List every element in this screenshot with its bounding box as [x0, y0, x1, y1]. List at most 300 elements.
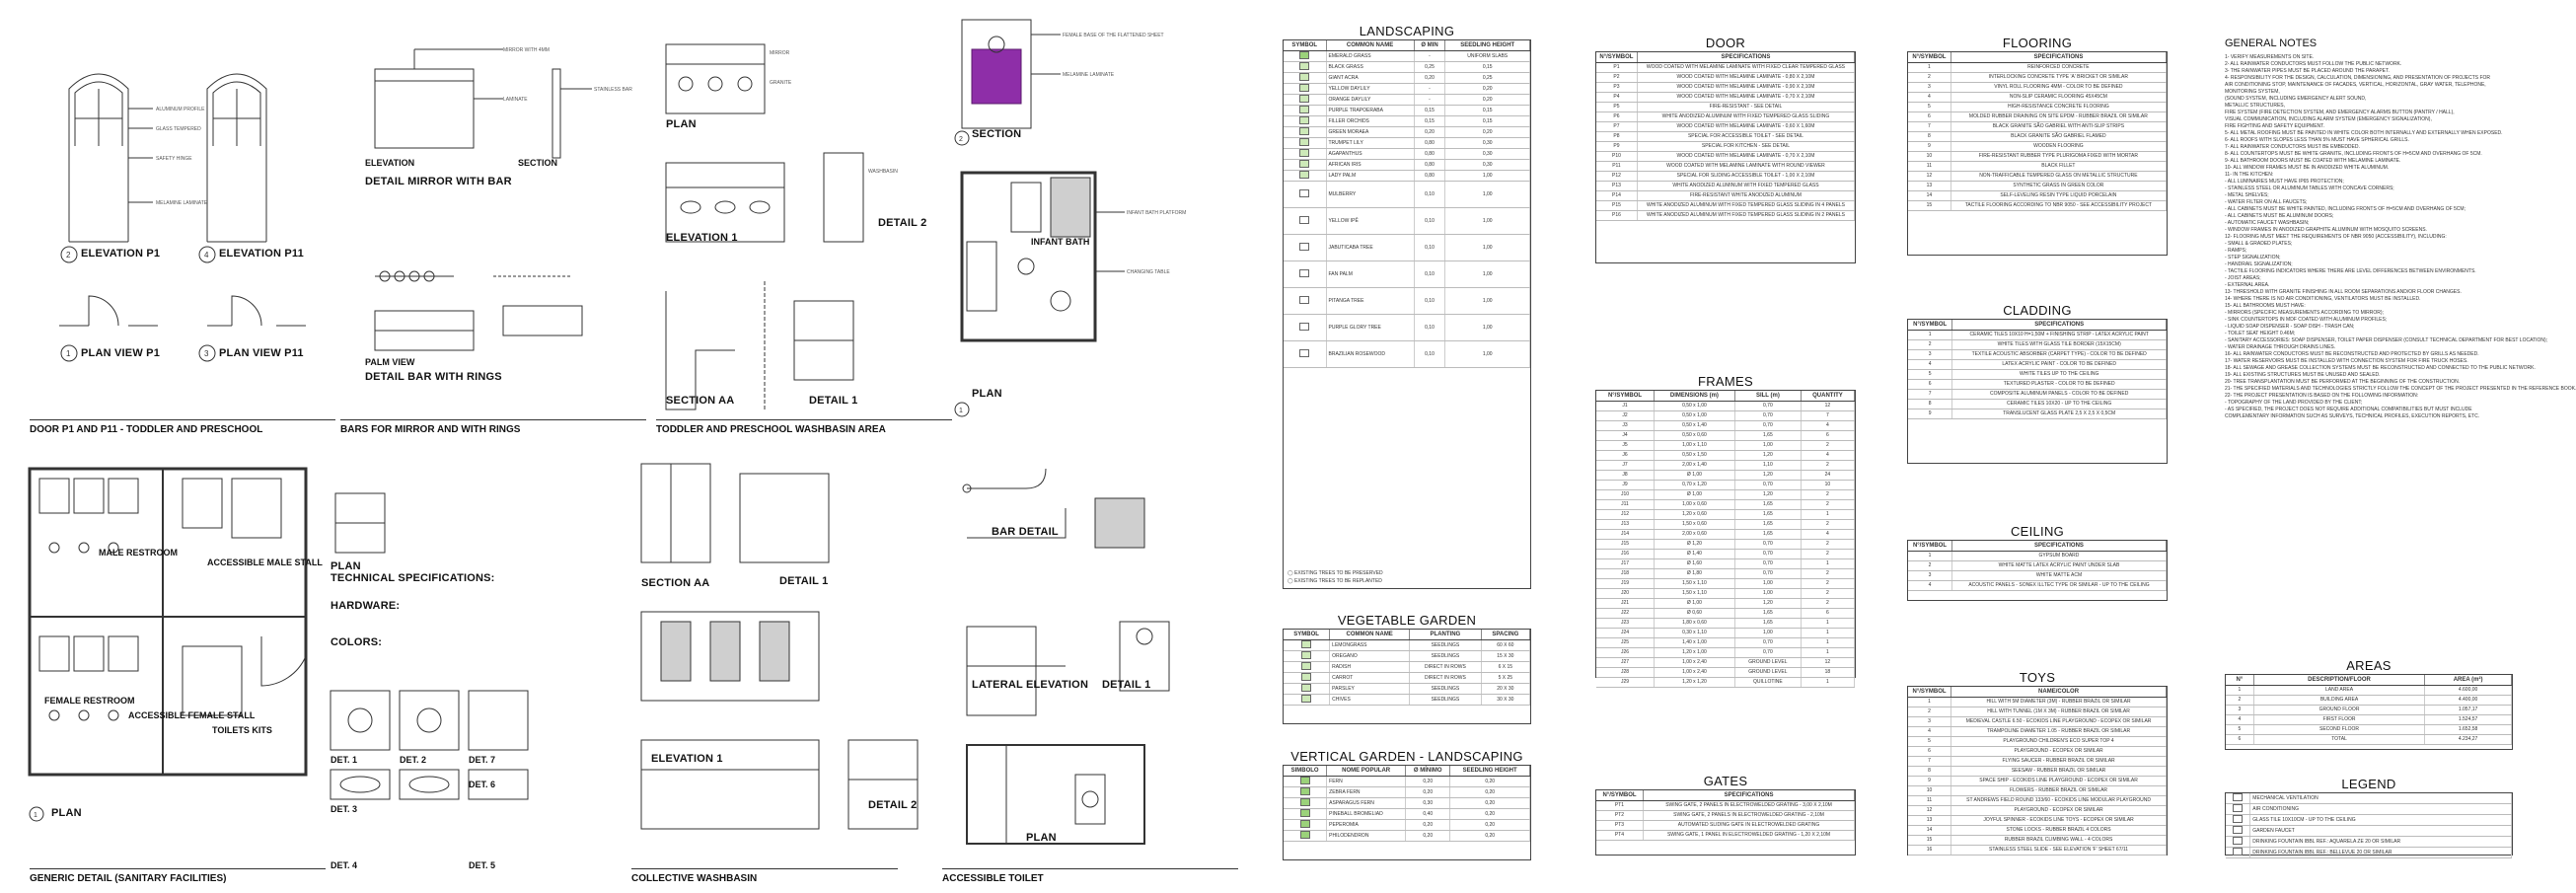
title-det-3: DET. 3: [331, 804, 358, 814]
table-cell: 1,65: [1734, 609, 1801, 619]
table-cell: GROUND LEVEL: [1734, 668, 1801, 678]
table-cell: 6 X 15: [1481, 662, 1529, 673]
symbol-swatch: [1299, 323, 1309, 331]
title-elevation: ELEVATION: [365, 158, 415, 168]
toys-title: TOYS: [2019, 670, 2056, 685]
table-row: [1908, 707, 2167, 717]
general-notes-list: [2225, 54, 2576, 602]
symbol-swatch: [1301, 695, 1311, 703]
flooring-title: FLOORING: [2002, 36, 2073, 50]
table-cell: CHIVES: [1330, 695, 1410, 706]
table-cell: 1,80 x 0,60: [1654, 619, 1734, 629]
table-cell: J28: [1596, 668, 1654, 678]
table-row: [1596, 63, 1855, 73]
table-row: [1596, 629, 1855, 638]
table-cell: 0,10: [1414, 235, 1445, 261]
table-cell: 1: [1908, 698, 1951, 707]
table-cell: NON-SLIP CERAMIC FLOORING 45X45CM: [1950, 93, 2166, 103]
symbol-cell: [1284, 809, 1327, 820]
symbol-swatch: [1301, 651, 1311, 659]
table-cell: 0,20: [1445, 84, 1530, 95]
table-cell: J26: [1596, 648, 1654, 658]
table-cell: 1,65: [1734, 619, 1801, 629]
table-cell: 0,30: [1445, 149, 1530, 160]
table-cell: 5: [2226, 725, 2253, 735]
table-row: [1908, 112, 2167, 122]
table-cell: 1,50 x 1,10: [1654, 579, 1734, 589]
table-cell: 30 X 30: [1481, 695, 1529, 706]
sheet-title-collective: COLLECTIVE WASHBASIN: [631, 873, 758, 884]
table-cell: 1,65: [1734, 510, 1801, 520]
note-line: 22- THE PROJECT PRESENTATION IS BASED ON THE FOLLOWING INFORMATION:: [2225, 393, 2419, 399]
column-header: N°/SYMBOL: [1596, 391, 1654, 402]
table-cell: HIGH-RESISTANCE CONCRETE FLOORING: [1950, 103, 2166, 112]
symbol-swatch: [1299, 84, 1309, 92]
table-cell: 4: [2226, 715, 2253, 725]
table-cell: Ø 1,80: [1654, 569, 1734, 579]
table-row: [1908, 717, 2167, 727]
table-cell: BUILDING AREA: [2253, 696, 2424, 706]
table-row: [1908, 360, 2167, 370]
note-line: 9- ALL BATHROOM DOORS MUST BE COATED WITH MELAMINE LAMINATE.: [2225, 158, 2401, 164]
table-cell: TRUMPET LILY: [1326, 138, 1414, 149]
vegetable-garden-title: VEGETABLE GARDEN: [1337, 613, 1477, 628]
note-line: 18- ALL SEWAGE AND GREASE COLLECTION SYSTEMS MUST BE RECONSTRUCTED AND CONNECTED TO THE PUBLIC NETWORK.: [2225, 365, 2536, 371]
table-row: [1284, 160, 1530, 171]
symbol-cell: [1284, 261, 1326, 288]
table-cell: 1,00 x 2,40: [1654, 658, 1734, 668]
table-cell: 0,40: [1406, 809, 1450, 820]
table-cell: PT3: [1596, 821, 1644, 831]
table-cell: 0,30: [1406, 798, 1450, 809]
table-cell: GREEN MORAEA: [1326, 127, 1414, 138]
table-cell: J14: [1596, 530, 1654, 540]
table-row: [2226, 826, 2512, 837]
svg-text:GRANITE: GRANITE: [770, 80, 792, 86]
title-accessible-plan-2: PLAN: [1026, 832, 1057, 844]
table-cell: 24: [1801, 471, 1854, 481]
table-cell: ORANGE DAYLILY: [1326, 95, 1414, 106]
table-cell: 1,00: [1445, 288, 1530, 315]
table-row: [1908, 552, 2167, 561]
table-row: [1908, 561, 2167, 571]
table-cell: 15: [1908, 836, 1951, 846]
table-cell: 1,00: [1734, 441, 1801, 451]
svg-text:CHANGING TABLE: CHANGING TABLE: [1127, 269, 1170, 275]
note-line: METALLIC STRUCTURES,: [2225, 103, 2286, 109]
table-cell: MULBERRY: [1326, 182, 1414, 208]
table-row: [2226, 696, 2512, 706]
table-cell: P11: [1596, 162, 1637, 172]
accessible-toilet-details: [947, 449, 1273, 854]
table-cell: 6: [2226, 735, 2253, 745]
landscaping-title: LANDSCAPING: [1359, 24, 1455, 38]
table-cell: BLACK GRASS: [1326, 62, 1414, 73]
table-cell: 11: [1908, 162, 1950, 172]
table-cell: 0,70: [1734, 411, 1801, 421]
column-header: SEEDLING HEIGHT: [1450, 766, 1530, 777]
table-row: [1284, 831, 1530, 842]
column-header: PLANTING: [1410, 630, 1481, 640]
symbol-swatch: [1299, 138, 1309, 146]
table-cell: 1,00: [1734, 589, 1801, 599]
table-row: [1596, 421, 1855, 431]
note-line: - METAL SHELVES;: [2225, 192, 2269, 198]
table-cell: 1.524,57: [2425, 715, 2512, 725]
table-row: [2226, 735, 2512, 745]
table-row: [1596, 93, 1855, 103]
symbol-swatch: [1300, 809, 1310, 817]
table-cell: 10: [1801, 481, 1854, 490]
table-cell: FILLER ORCHIDS: [1326, 116, 1414, 127]
table-cell: 9: [1908, 777, 1951, 786]
table-row: [1908, 132, 2167, 142]
table-row: [1596, 471, 1855, 481]
table-cell: 4.234,27: [2425, 735, 2512, 745]
title-elevation-p11: ELEVATION P11: [219, 248, 304, 260]
table-row: [1284, 171, 1530, 182]
table-row: [1284, 673, 1530, 684]
table-row: [2226, 837, 2512, 848]
table-cell: AIR CONDITIONING: [2250, 804, 2512, 815]
table-row: [1596, 609, 1855, 619]
symbol-cell: [1284, 182, 1326, 208]
table-cell: 1,00: [1734, 579, 1801, 589]
note-line: - STEP SIGNALIZATION;: [2225, 255, 2281, 260]
table-cell: 8: [1908, 132, 1950, 142]
table-row: [1908, 331, 2167, 340]
table-cell: GLASS TILE 10X10CM - UP TO THE CEILING: [2250, 815, 2512, 826]
note-line: - LIQUID SOAP DISPENSER - SOAP DISH - TRASH CAN;: [2225, 324, 2355, 330]
table-cell: 11: [1908, 796, 1951, 806]
frames-title: FRAMES: [1698, 374, 1753, 389]
column-header: QUANTITY: [1801, 391, 1854, 402]
note-line: 16- ALL RAINWATER CONDUCTORS MUST BE RECONSTRUCTED AND PROTECTED BY GRILLS AS NEEDED.: [2225, 351, 2479, 357]
accessible-toilet-top: [952, 15, 1278, 429]
title-det-6: DET. 6: [469, 780, 496, 789]
title-accessible-detail-1: DETAIL 1: [1102, 679, 1151, 691]
title-section: SECTION: [518, 158, 558, 168]
symbol-cell: [1284, 62, 1326, 73]
svg-text:MELAMINE LAMINATE: MELAMINE LAMINATE: [1063, 72, 1115, 78]
table-cell: 12: [1801, 658, 1854, 668]
table-cell: 1,00: [1445, 341, 1530, 368]
table-cell: 6: [1908, 112, 1950, 122]
sheet-title-generic: GENERIC DETAIL (SANITARY FACILITIES): [30, 873, 227, 884]
table-cell: 7: [1908, 390, 1952, 400]
title-collective-section-aa: SECTION AA: [641, 577, 710, 589]
table-cell: MOLDED RUBBER DRAINING ON SITE EPDM - RUBBER BRAZIL OR SIMILAR: [1950, 112, 2166, 122]
table-cell: 7: [1908, 757, 1951, 767]
table-cell: P3: [1596, 83, 1637, 93]
note-line: 3- THE RAINWATER PIPES MUST BE PLACED AROUND THE PARAPET.: [2225, 68, 2390, 74]
table-row: [2226, 706, 2512, 715]
table-cell: 15 X 30: [1481, 651, 1529, 662]
table-cell: OREGANO: [1330, 651, 1410, 662]
cladding-table: [1907, 303, 2168, 464]
table-cell: AFRICAN IRIS: [1326, 160, 1414, 171]
table-row: [1908, 786, 2167, 796]
table-cell: WOODEN FLOORING: [1950, 142, 2166, 152]
table-cell: 0,70 x 1,20: [1654, 481, 1734, 490]
svg-text:MIRROR: MIRROR: [770, 50, 790, 56]
symbol-cell: [1284, 160, 1326, 171]
symbol-cell: [1284, 651, 1330, 662]
svg-text:2: 2: [959, 136, 963, 143]
table-cell: J4: [1596, 431, 1654, 441]
table-cell: 1,65: [1734, 431, 1801, 441]
table-cell: P6: [1596, 112, 1637, 122]
table-cell: WHITE MATTE LATEX ACRYLIC PAINT UNDER SLAB: [1951, 561, 2166, 571]
table-row: [1908, 172, 2167, 182]
table-cell: 0,20: [1406, 820, 1450, 831]
table-cell: 2,00 x 0,60: [1654, 530, 1734, 540]
table-cell: WHITE ANODIZED ALUMINUM WITH FIXED TEMPERED GLASS: [1637, 182, 1854, 191]
table-cell: 1,20: [1734, 490, 1801, 500]
title-washbasin-section-aa: SECTION AA: [666, 395, 735, 407]
table-cell: 12: [1908, 172, 1950, 182]
column-header: N°/SYMBOL: [1908, 52, 1950, 63]
table-row: [1908, 350, 2167, 360]
symbol-cell: [1284, 341, 1326, 368]
symbol-swatch: [1301, 662, 1311, 670]
table-cell: LAND AREA: [2253, 686, 2424, 696]
table-cell: YELLOW IPÊ: [1326, 208, 1414, 235]
table-row: [1284, 149, 1530, 160]
table-row: [1284, 288, 1530, 315]
symbol-swatch: [1300, 787, 1310, 795]
note-line: - WINDOW FRAMES IN ANODIZED GRAPHITE ALUMINUM WITH MOSQUITO SCREENS.: [2225, 227, 2427, 233]
table-row: [1596, 83, 1855, 93]
table-cell: SEEDLINGS: [1410, 684, 1481, 695]
table-cell: COMPOSITE ALUMINUM PANELS - COLOR TO BE DEFINED: [1952, 390, 2167, 400]
sheet-title-bars: BARS FOR MIRROR AND WITH RINGS: [340, 424, 521, 435]
column-header: N°: [2226, 675, 2253, 686]
title-bar-detail: BAR DETAIL: [992, 526, 1059, 538]
cladding-title: CLADDING: [2003, 303, 2072, 318]
table-cell: 2: [1908, 73, 1950, 83]
divider: [656, 419, 952, 420]
table-row: [1284, 777, 1530, 787]
table-cell: 0,20: [1450, 820, 1530, 831]
table-cell: 2: [1801, 490, 1854, 500]
table-cell: J7: [1596, 461, 1654, 471]
table-cell: 0,30 x 1,10: [1654, 629, 1734, 638]
door-table: [1595, 36, 1856, 263]
title-plan-view-p11: PLAN VIEW P11: [219, 347, 304, 359]
table-cell: TEXTILE ACOUSTIC ABSORBER (CARPET TYPE) - COLOR TO BE DEFINED: [1952, 350, 2167, 360]
table-cell: TRANSLUCENT GLASS PLATE 2,5 X 2,5 X 0,5CM: [1952, 409, 2167, 419]
note-line: - MIRRORS (SPECIFIC MEASUREMENTS ACCORDING TO MIRROR);: [2225, 310, 2384, 316]
symbol-swatch: [1300, 777, 1310, 784]
note-line: 15- ALL BATHROOMS MUST HAVE:: [2225, 303, 2306, 309]
symbol-swatch: [1299, 73, 1309, 81]
table-cell: J12: [1596, 510, 1654, 520]
symbol-swatch: [1299, 116, 1309, 124]
table-row: [1596, 451, 1855, 461]
title-hardware: HARDWARE:: [331, 600, 401, 612]
note-line: - ALL CABINETS MUST BE WHITE PAINTED, INCLUDING FRONTS OF H=5CM AND OVERHANG OF 5CM;: [2225, 206, 2466, 212]
table-cell: J1: [1596, 402, 1654, 411]
table-cell: RUBBER BRAZIL CLIMBING WALL - 4 COLORS: [1951, 836, 2167, 846]
legend-item: ◯ EXISTING TREES TO BE REPLANTED: [1288, 578, 1382, 584]
table-row: [1596, 648, 1855, 658]
table-cell: SPECIAL FOR SLIDING ACCESSIBLE TOILET - 1,00 X 2,10M: [1637, 172, 1854, 182]
table-cell: 1,20: [1734, 451, 1801, 461]
table-cell: 4: [1801, 530, 1854, 540]
title-technical-specs: TECHNICAL SPECIFICATIONS:: [331, 572, 495, 584]
table-row: [1596, 638, 1855, 648]
table-cell: 18: [1801, 668, 1854, 678]
table-cell: PEPEROMIA: [1327, 820, 1406, 831]
table-row: [2226, 848, 2512, 858]
table-cell: WHITE MATTE ACM: [1951, 571, 2166, 581]
table-cell: 10: [1908, 152, 1950, 162]
divider: [631, 868, 898, 869]
column-header: Ø MÍNIMO: [1406, 766, 1450, 777]
table-cell: 0,20: [1445, 127, 1530, 138]
table-cell: J18: [1596, 569, 1654, 579]
table-cell: 0,80: [1414, 149, 1445, 160]
table-cell: 1,00: [1445, 182, 1530, 208]
column-header: NAME/COLOR: [1951, 687, 2167, 698]
table-cell: 1,00 x 0,60: [1654, 500, 1734, 510]
note-line: - SANITARY ACCESSORIES: SOAP DISPENSER, TOILET PAPER DISPENSER (CONSULT TECHNICAL DEPARTMENT FOR BEST LOCATION);: [2225, 337, 2548, 343]
svg-text:3: 3: [204, 349, 209, 358]
table-cell: 1,65: [1734, 500, 1801, 510]
legend-item: ◯ EXISTING TREES TO BE PRESERVED: [1288, 570, 1383, 576]
note-line: 2- ALL RAINWATER CONDUCTORS MUST FOLLOW THE PUBLIC NETWORK.: [2225, 61, 2402, 67]
symbol-swatch: [2233, 837, 2243, 845]
table-row: [1596, 103, 1855, 112]
table-cell: PARSLEY: [1330, 684, 1410, 695]
table-cell: 1,00: [1445, 208, 1530, 235]
table-row: [1596, 191, 1855, 201]
svg-text:INFANT BATH PLATFORM: INFANT BATH PLATFORM: [1127, 210, 1187, 216]
table-cell: 0,10: [1414, 288, 1445, 315]
table-cell: 4.400,00: [2425, 696, 2512, 706]
note-line: FIRE FIGHTING AND SAFETY EQUIPMENT.: [2225, 123, 2325, 129]
table-cell: 2: [1801, 441, 1854, 451]
table-row: [1596, 411, 1855, 421]
table-cell: P1: [1596, 63, 1637, 73]
table-row: [1284, 798, 1530, 809]
note-line: - JOIST AREAS;: [2225, 275, 2261, 281]
table-cell: WOOD COATED WITH MELAMINE LAMINATE WITH FIXED CLEAR TEMPERED GLASS: [1637, 63, 1854, 73]
table-cell: J10: [1596, 490, 1654, 500]
symbol-cell: [2226, 837, 2250, 848]
symbol-swatch: [1300, 831, 1310, 839]
title-det-5: DET. 5: [469, 860, 496, 870]
table-cell: 2: [2226, 696, 2253, 706]
note-line: - WATER FILTER ON ALL FAUCETS;: [2225, 199, 2308, 205]
svg-text:SAFETY HINGE: SAFETY HINGE: [156, 156, 192, 162]
table-cell: 1,20: [1734, 599, 1801, 609]
title-collective-detail-2: DETAIL 2: [868, 799, 918, 811]
note-line: FIRE SYSTEM (FIRE DETECTION SYSTEM, AND EMERGENCY ALARMS BUTTON (PANTRY / HALL),: [2225, 110, 2455, 115]
table-cell: P10: [1596, 152, 1637, 162]
column-header: SPACING: [1481, 630, 1529, 640]
note-line: - ALL LUMINAIRES MUST HAVE IP65 PROTECTION;: [2225, 179, 2344, 185]
title-washbasin-detail-2: DETAIL 2: [878, 217, 927, 229]
table-cell: DIRECT IN ROWS: [1410, 662, 1481, 673]
table-cell: MEDIEVAL CASTLE 6.50 - ECOKIDS LINE PLAYGROUND - ECOPEX OR SIMILAR: [1951, 717, 2167, 727]
table-cell: 0,20: [1445, 95, 1530, 106]
note-line: 7- ALL RAINWATER CONDUCTORS MUST BE EMBEDDED.: [2225, 144, 2360, 150]
title-det-1: DET. 1: [331, 755, 358, 765]
table-cell: J11: [1596, 500, 1654, 510]
table-cell: J27: [1596, 658, 1654, 668]
table-row: [1908, 571, 2167, 581]
table-cell: 2: [1908, 707, 1951, 717]
table-row: [1596, 172, 1855, 182]
svg-text:MIRROR WITH 4MM: MIRROR WITH 4MM: [503, 47, 550, 53]
gates-table: [1595, 774, 1856, 856]
symbol-swatch: [1299, 160, 1309, 168]
note-line: 13- THRESHOLD WITH GRANITE FINISHING IN ALL ROOM SEPARATIONS AND/OR FLOOR CHANGES.: [2225, 289, 2462, 295]
table-row: [1908, 201, 2167, 211]
table-cell: HILL WITH 5M DIAMETER (3M) - RUBBER BRAZIL OR SIMILAR: [1951, 698, 2167, 707]
note-line: 14- WHERE THERE IS NO AIR CONDITIONING, VENTILATORS MUST BE INSTALLED.: [2225, 296, 2421, 302]
svg-text:STAINLESS BAR: STAINLESS BAR: [594, 87, 632, 93]
table-cell: STONE LOCKS - RUBBER BRAZIL 4 COLORS: [1951, 826, 2167, 836]
symbol-swatch: [1299, 95, 1309, 103]
table-cell: PLAYGROUND CHILDREN'S ECO SUPER TOP 4: [1951, 737, 2167, 747]
table-row: [2226, 815, 2512, 826]
note-line: - ALL CABINETS MUST BE ALUMINUM DOORS;: [2225, 213, 2334, 219]
table-cell: 0,30: [1445, 138, 1530, 149]
table-cell: 20 X 30: [1481, 684, 1529, 695]
symbol-swatch: [2233, 826, 2243, 834]
table-cell: WOOD COATED WITH MELAMINE LAMINATE - 0,90 X 2,10M: [1637, 83, 1854, 93]
table-cell: J25: [1596, 638, 1654, 648]
table-row: [1284, 820, 1530, 831]
table-cell: J6: [1596, 451, 1654, 461]
table-cell: RADISH: [1330, 662, 1410, 673]
table-row: [1284, 341, 1530, 368]
table-row: [1284, 127, 1530, 138]
table-row: [1284, 138, 1530, 149]
table-row: [1908, 162, 2167, 172]
sanitary-plan: [25, 449, 321, 824]
table-cell: 1,00: [1445, 315, 1530, 341]
table-row: [1908, 767, 2167, 777]
symbol-cell: [1284, 149, 1326, 160]
table-cell: TRAMPOLINE DIAMETER 1.05 - RUBBER BRAZIL OR SIMILAR: [1951, 727, 2167, 737]
table-cell: JOYFUL SPINNER - ECOKIDS LINE TOYS - ECOPEX OR SIMILAR: [1951, 816, 2167, 826]
table-cell: AGAPANTHUS: [1326, 149, 1414, 160]
table-cell: GIANT ACRA: [1326, 73, 1414, 84]
room-toilets-kits: TOILETS KITS: [212, 725, 272, 735]
column-header: N°/SYMBOL: [1908, 320, 1952, 331]
table-cell: 5: [1908, 370, 1952, 380]
table-cell: 6: [1801, 609, 1854, 619]
door-drawings: [30, 30, 345, 444]
table-row: [1908, 846, 2167, 856]
vertical-garden-table: [1283, 749, 1531, 860]
table-cell: PHILODENDRON: [1327, 831, 1406, 842]
column-header: N°/SYMBOL: [1908, 687, 1951, 698]
table-cell: 1,20 x 1,00: [1654, 648, 1734, 658]
table-cell: J2: [1596, 411, 1654, 421]
table-cell: EMERALD GRASS: [1326, 51, 1414, 62]
table-cell: 0,50 x 1,00: [1654, 402, 1734, 411]
table-row: [1908, 83, 2167, 93]
table-cell: CERAMIC TILES 10X20 - UP TO THE CEILING: [1952, 400, 2167, 409]
table-cell: J29: [1596, 678, 1654, 688]
svg-text:FEMALE BASE OF THE FLATTENED S: FEMALE BASE OF THE FLATTENED SHEET: [1063, 33, 1164, 38]
table-row: [1284, 261, 1530, 288]
